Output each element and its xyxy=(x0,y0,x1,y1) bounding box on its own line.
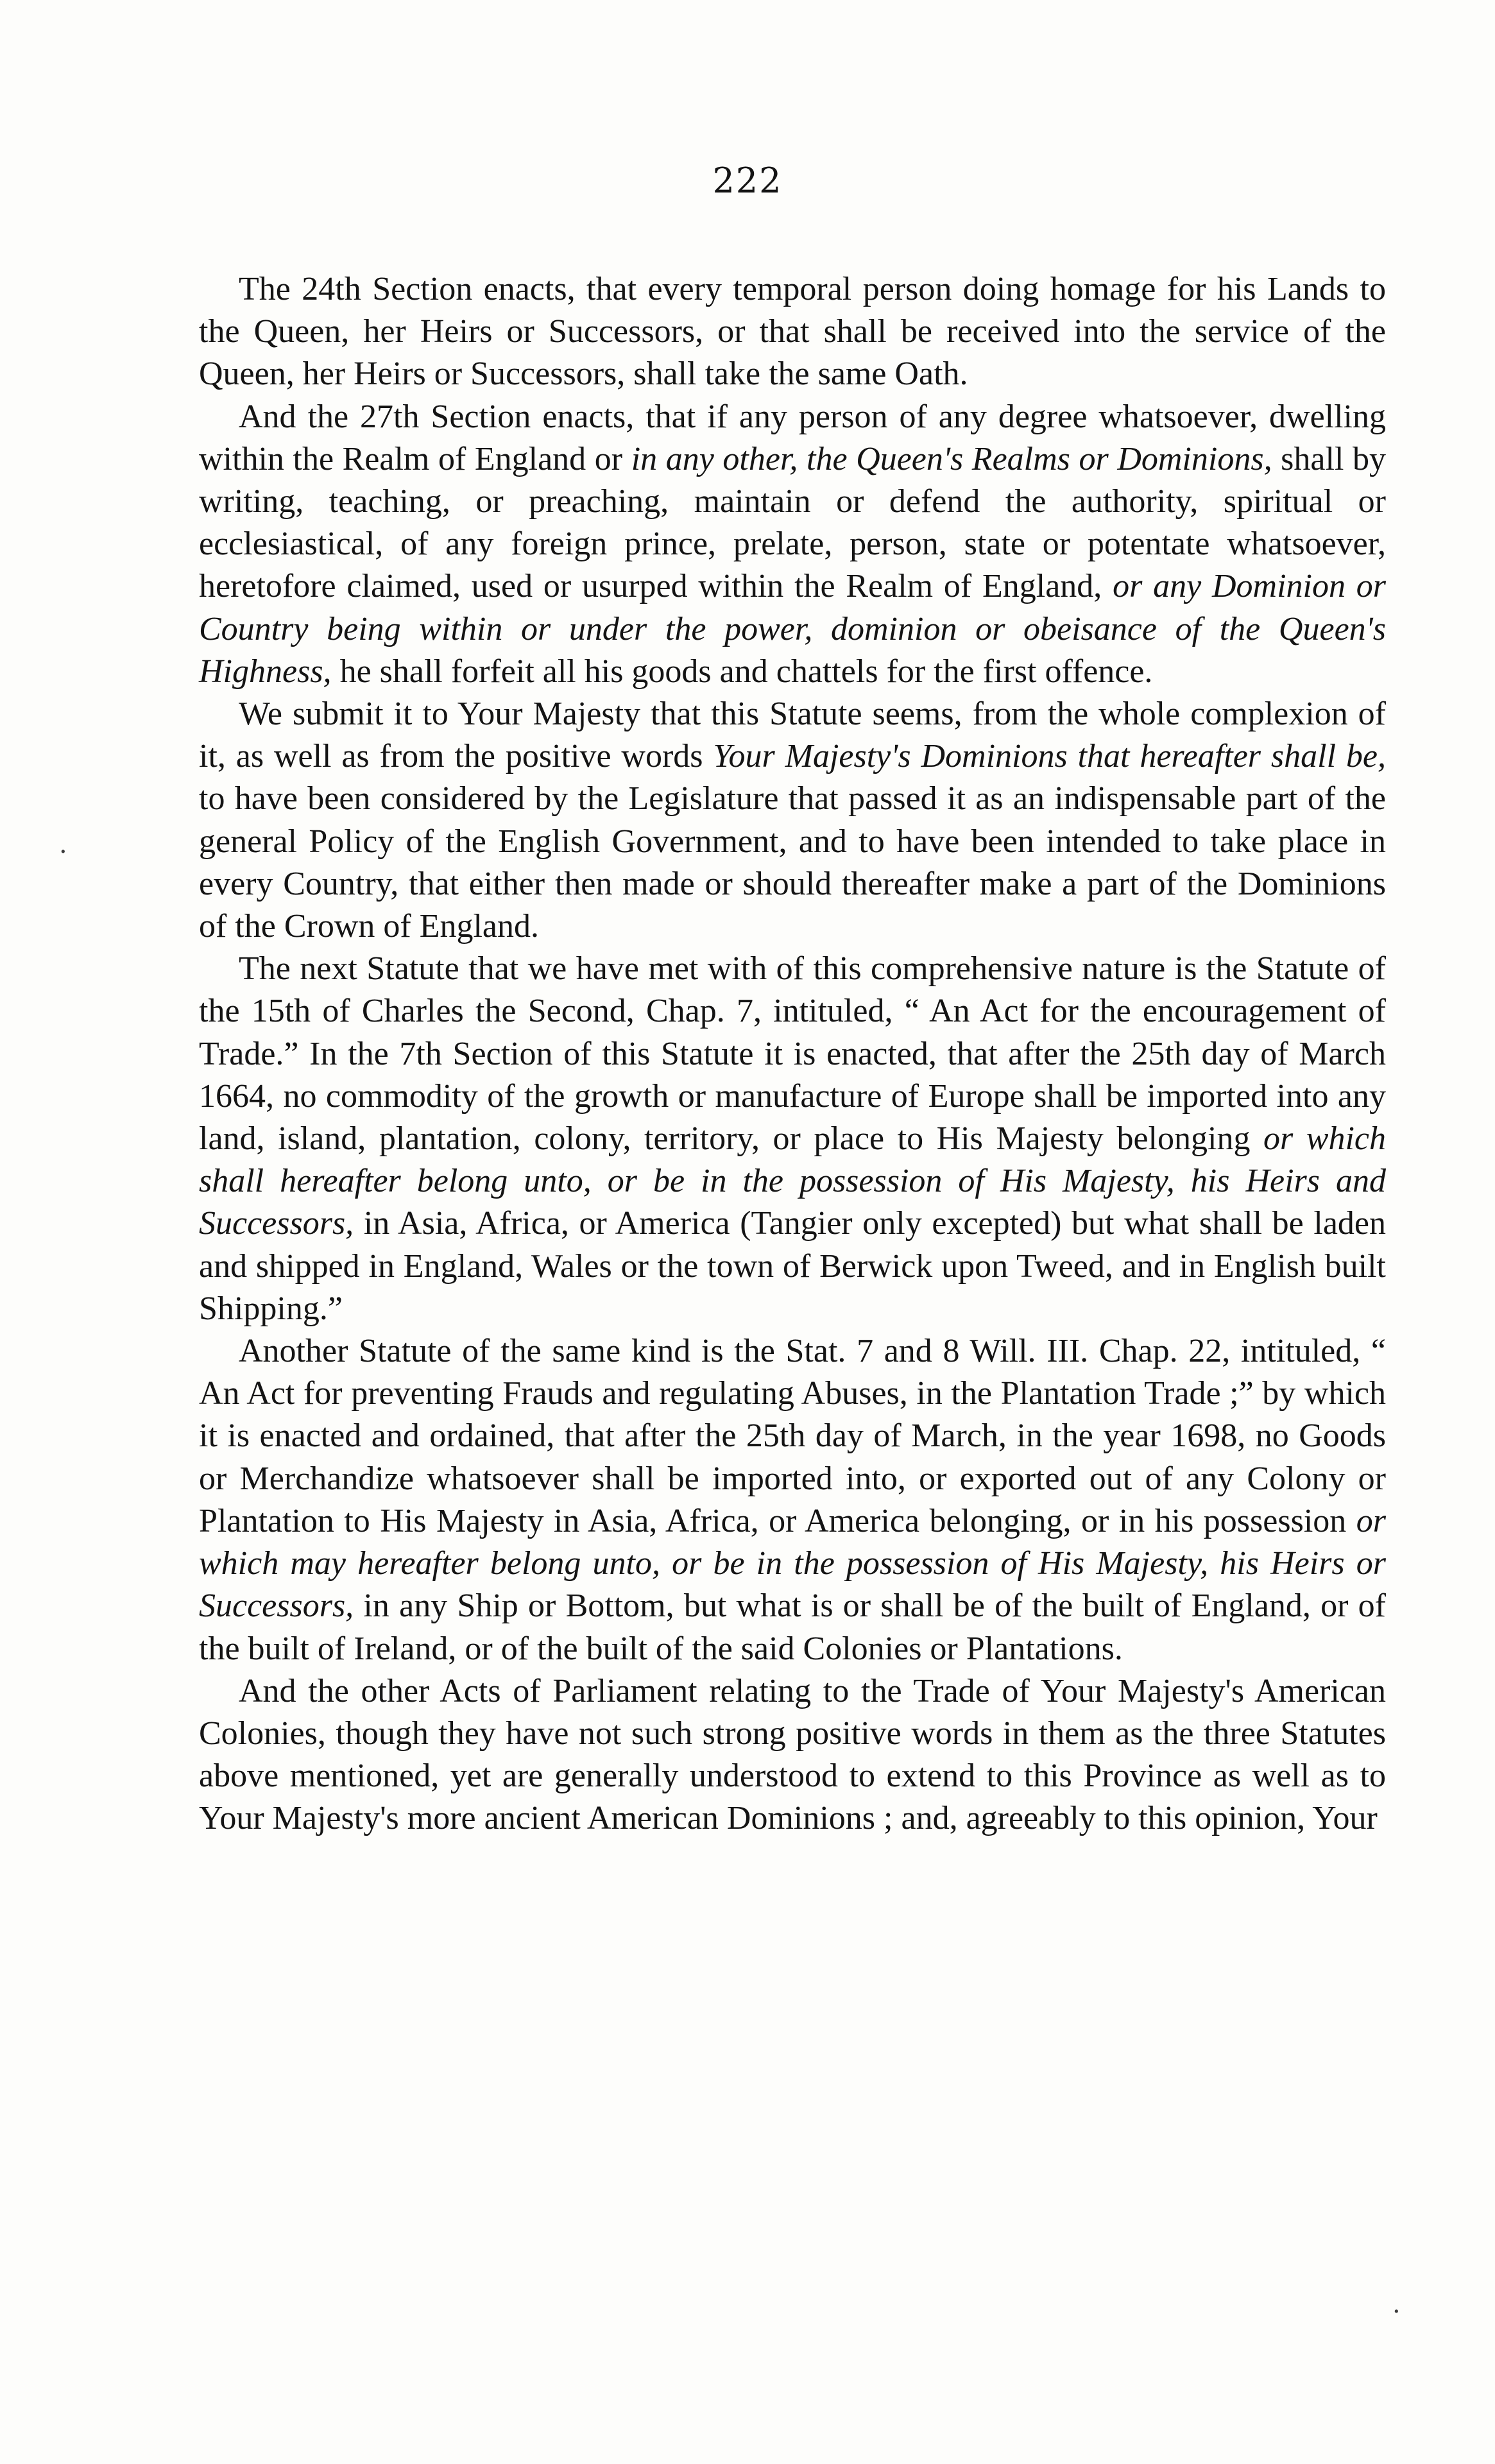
margin-mark: · xyxy=(1392,2297,1401,2327)
text-segment: And the 27th Section enacts, that if any person of any degree whatsoever, dwelling within the Realm of England or xyxy=(199,398,1386,477)
italic-segment: or any Dominion or Country being within or under the power, dominion or obeisance of the Queen's Highness, xyxy=(199,568,1386,690)
italic-segment: or which may hereafter belong unto, or be in the possession of His Majesty, his Heirs or Successors, xyxy=(199,1502,1386,1625)
text-segment: We submit it to Your Majesty that this Statute seems, from the whole complexion of it, as well as from the positive words xyxy=(199,696,1386,775)
margin-mark: · xyxy=(59,837,67,867)
text-segment: he shall forfeit all his goods and chattels for the first offence. xyxy=(331,653,1153,690)
body-text xyxy=(199,268,1386,1840)
text-segment: Another Statute of the same kind is the Stat. 7 and 8 Will. III. Chap. 22, intituled, “ An Act for preventing Frauds and regulating Abuses, in the Plantation Trade ;” by which it is enacted and ordained, that after the 25th day of March, in the year 1698, no Goods or Merchandize whatsoever shall be imported into, or exported out of any Colony or Plantation to His Majesty in Asia, Africa, or America belonging, or in his possession xyxy=(199,1333,1386,1539)
paragraph xyxy=(199,396,1386,693)
text-segment: And the other Acts of Parliament relating to the Trade of Your Majesty's American Colonies, though they have not such strong positive words in them as the three Statutes above mentioned, yet are generally understood to extend to this Province as well as to Your Majesty's more ancient American Dominions ; and, agreeably to this opinion, Your xyxy=(199,1672,1386,1837)
italic-segment: Your Majesty's Dominions that hereafter shall be, xyxy=(713,738,1386,775)
text-segment: to have been considered by the Legislature that passed it as an indispensable part of the general Policy of the English Government, and to have been intended to take place in every Country, that either then made or should thereafter make a part of the Dominions of the Crown of England. xyxy=(199,780,1386,945)
text-segment: The next Statute that we have met with of this comprehensive nature is the Statute of the 15th of Charles the Second, Chap. 7, intituled, “ An Act for the encouragement of Trade.” In the 7th Section of this Statute it is enacted, that after the 25th day of March 1664, no commodity of the growth or manufacture of Europe shall be imported into any land, island, plantation, colony, territory, or place to His Majesty belonging xyxy=(199,950,1386,1158)
italic-segment: or which shall hereafter belong unto, or be in the possession of His Majesty, his Heirs and Successors, xyxy=(199,1120,1386,1242)
page-number: 222 xyxy=(712,160,783,201)
paragraph xyxy=(199,948,1386,1330)
italic-segment: in any other, the Queen's Realms or Dominions, xyxy=(631,440,1272,477)
paragraph xyxy=(199,693,1386,948)
text-segment: shall by writing, teaching, or preaching, maintain or defend the authority, spiritual or ecclesiastical, of any foreign prince, prelate, person, state or potentate whatsoever, heretofore claimed, used or usurped within the Realm of England, xyxy=(199,440,1386,605)
paragraph xyxy=(199,1670,1386,1840)
text-segment: The 24th Section enacts, that every temporal person doing homage for his Lands to the Queen, her Heirs or Successors, or that shall be received into the service of the Queen, her Heirs or Successors, shall take the same Oath. xyxy=(199,271,1386,393)
text-segment: in Asia, Africa, or America (Tangier only excepted) but what shall be laden and shipped in England, Wales or the town of Berwick upon Tweed, and in English built Shipping.” xyxy=(199,1205,1386,1327)
text-segment: in any Ship or Bottom, but what is or shall be of the built of England, or of the built of Ireland, or of the built of the said Colonies or Plantations. xyxy=(199,1587,1386,1667)
paragraph xyxy=(199,268,1386,396)
paragraph xyxy=(199,1330,1386,1670)
